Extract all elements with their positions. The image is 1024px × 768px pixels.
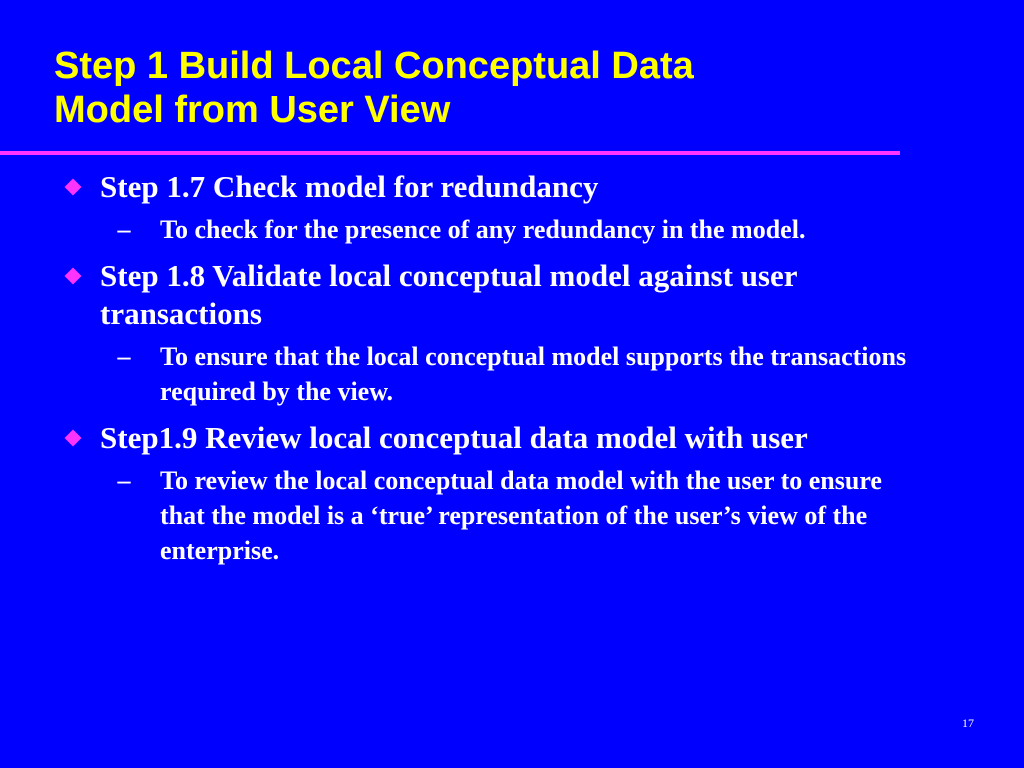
sub-bullet-text: To review the local conceptual data model with the user to ensure that the model is a ‘true’ representation of the user’s view of the enterprise. [160,466,882,565]
page-number: 17 [962,716,974,730]
bullet-step-1-7 [64,168,904,247]
sub-bullet-text: To check for the presence of any redundancy in the model. [160,215,806,244]
bullet-step-1-8 [64,257,907,409]
slide-title-line-1: Step 1 Build Local Conceptual Data [54,45,694,87]
sub-bullet [114,463,920,568]
bullet-text: Step1.9 Review local conceptual data model with user [100,420,808,455]
dash-icon: – [117,342,131,371]
dash-icon: – [117,466,131,495]
sub-bullet [114,212,920,247]
bullet-step-1-9 [64,419,904,568]
diamond-bullet-icon [65,179,82,196]
title-divider [0,151,900,155]
diamond-bullet-icon [65,268,82,285]
bullet-text: Step 1.7 Check model for redundancy [100,169,599,204]
sub-bullet-text: To ensure that the local conceptual model supports the transactions required by the view. [160,342,907,406]
diamond-bullet-icon [65,430,82,447]
bullet-text: Step 1.8 Validate local conceptual model against user transactions [100,258,797,331]
dash-icon: – [117,215,131,244]
sub-bullet [114,339,920,409]
slide-title-line-2: Model from User View [54,89,451,131]
slide-content [64,168,907,568]
slide-title [54,44,914,132]
